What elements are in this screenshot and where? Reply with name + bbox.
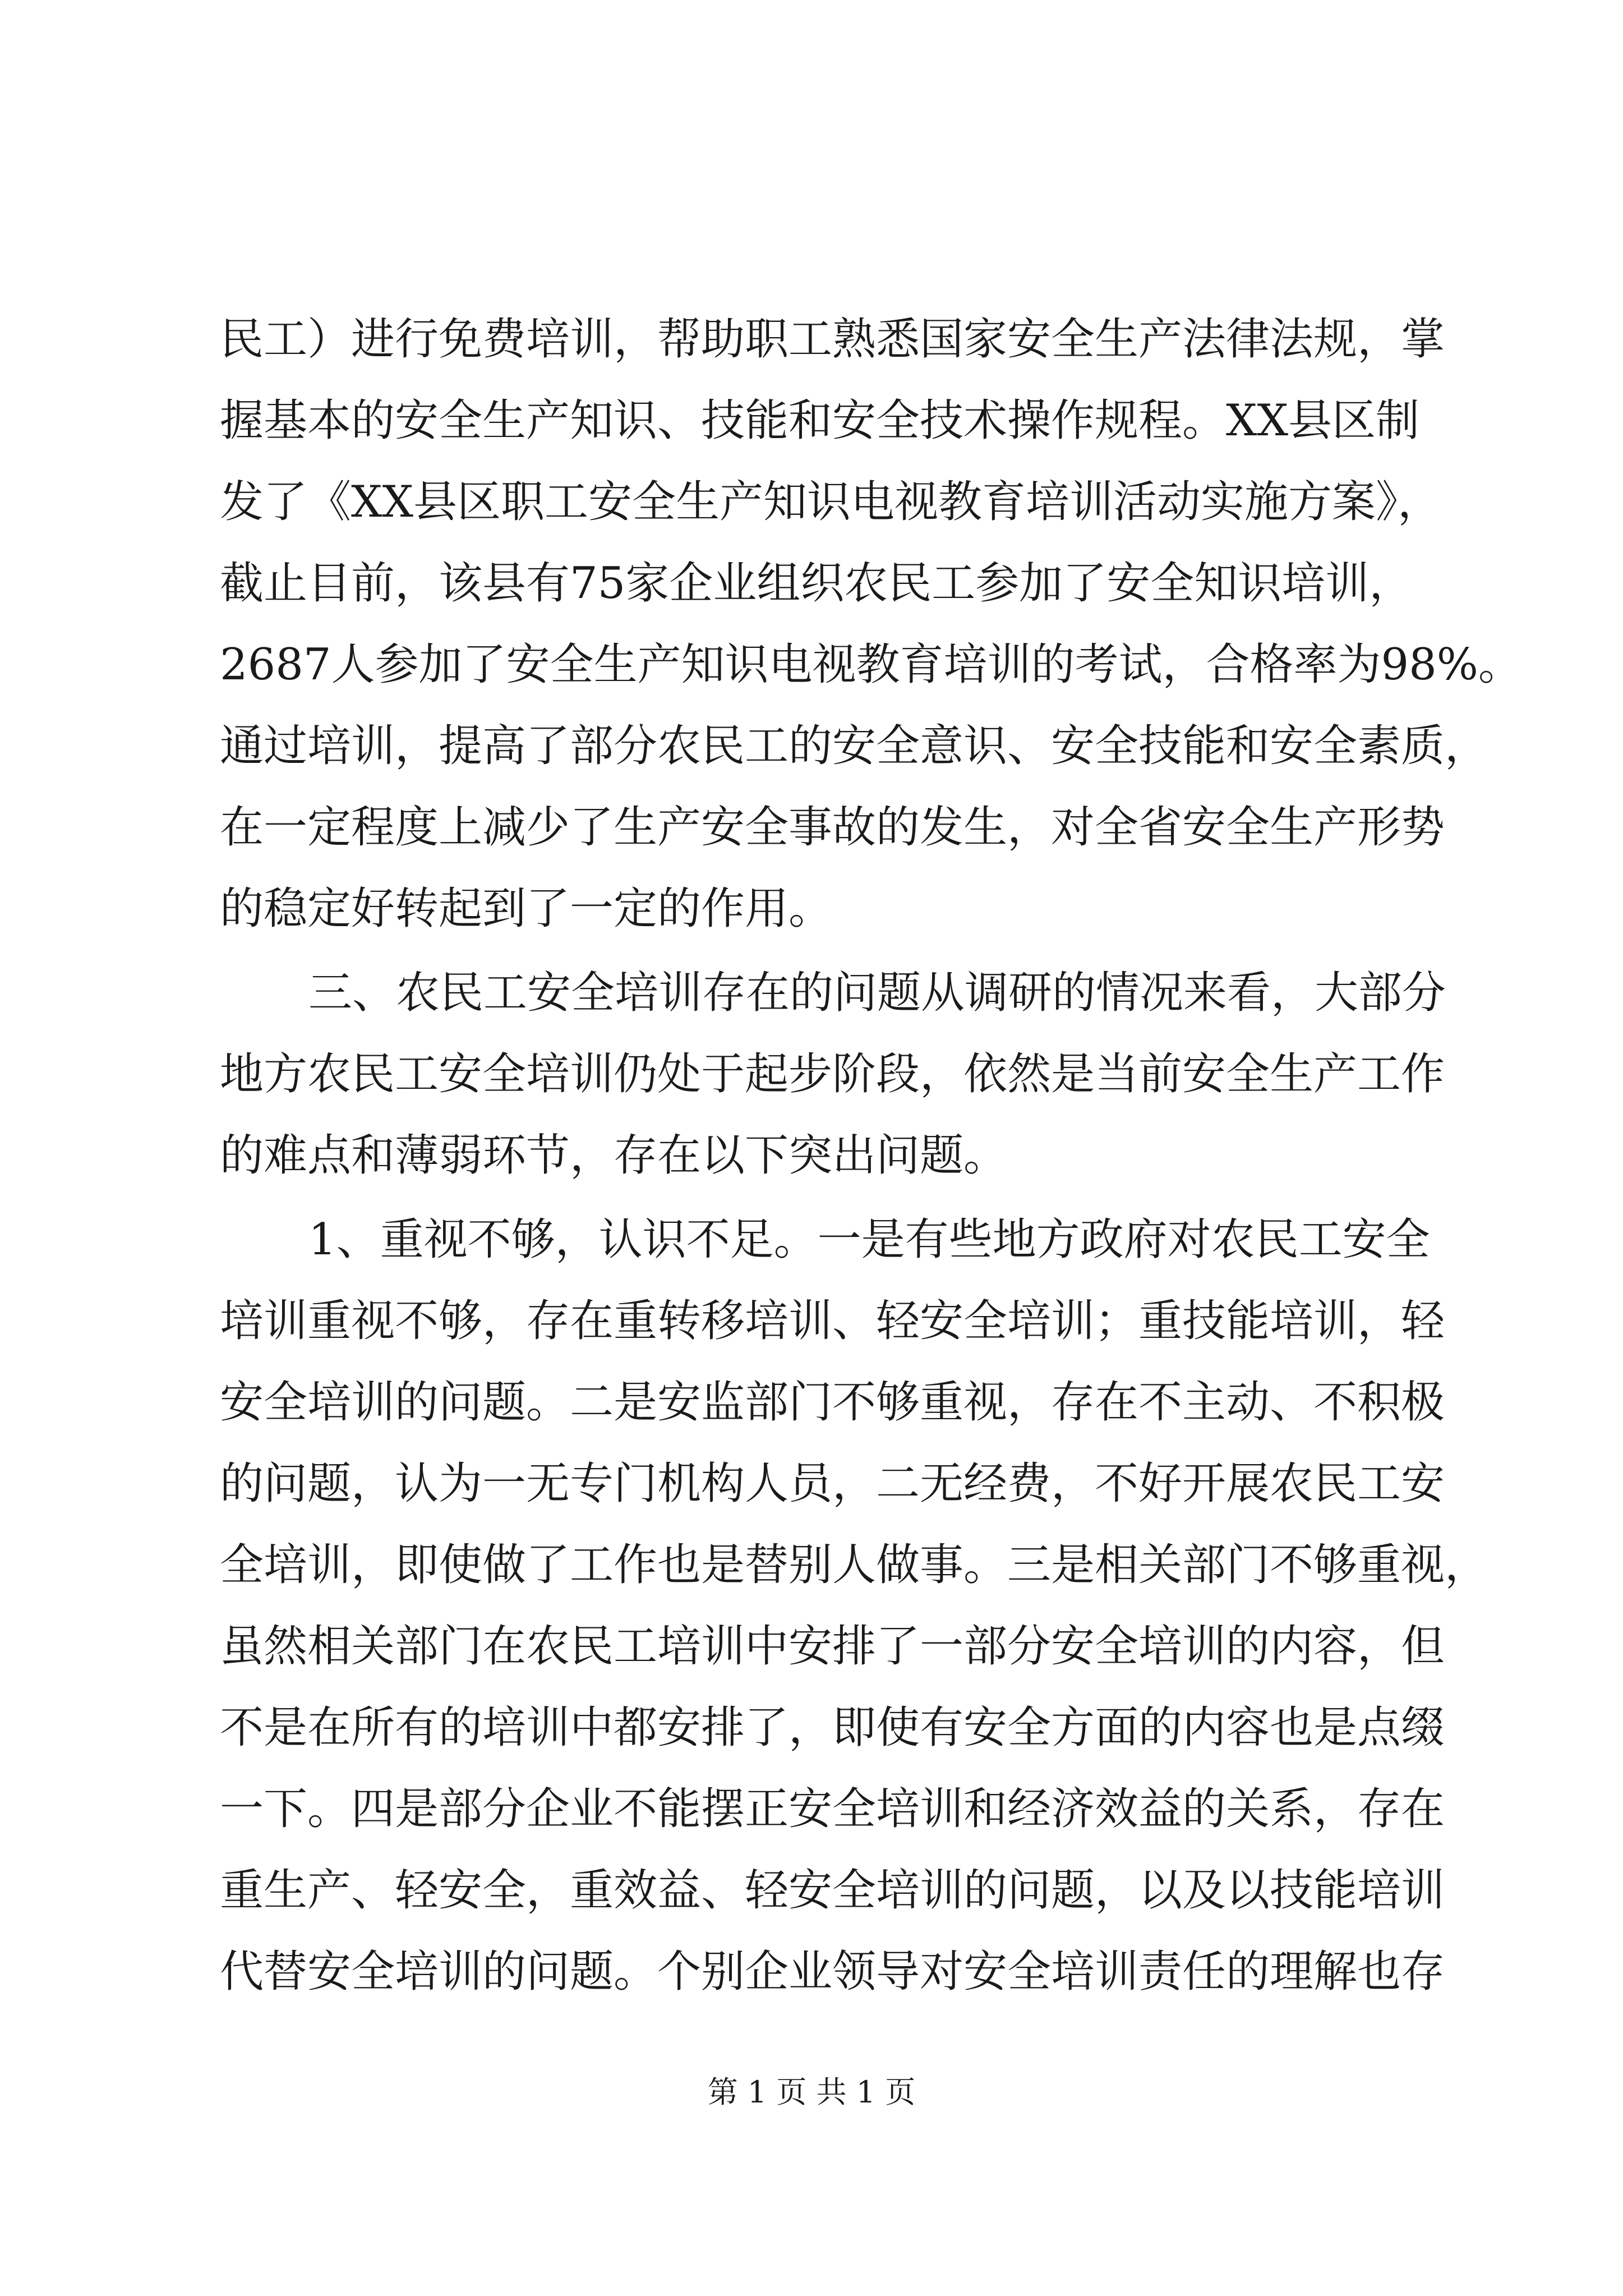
text-line: 截止目前，该县有75家企业组织农民工参加了安全知识培训， [220,558,1413,609]
text-line: 地方农民工安全培训仍处于起步阶段，依然是当前安全生产工作 [220,1049,1445,1099]
text-line: 2687人参加了安全生产知识电视教育培训的考试，合格率为98%。 [220,639,1522,690]
text-line: 握基本的安全生产知识、技能和安全技术操作规程。XX县区制 [220,395,1420,446]
text-line: 全培训，即使做了工作也是替别人做事。三是相关部门不够重视， [220,1540,1489,1590]
text-line: 的稳定好转起到了一定的作用。 [220,884,833,934]
text-line: 的难点和薄弱环节，存在以下突出问题。 [220,1130,1008,1181]
text-line: 通过培训，提高了部分农民工的安全意识、安全技能和安全素质， [220,721,1489,771]
text-line: 一下。四是部分企业不能摆正安全培训和经济效益的关系，存在 [220,1784,1445,1834]
text-line: 在一定程度上减少了生产安全事故的发生，对全省安全生产形势 [220,802,1445,853]
text-line: 虽然相关部门在农民工培训中安排了一部分安全培训的内容，但 [220,1621,1445,1672]
paragraph-heading-line: 三、农民工安全培训存在的问题从调研的情况来看，大部分 [308,968,1446,1018]
text-line: 的问题，认为一无专门机构人员，二无经费，不好开展农民工安 [220,1458,1445,1509]
text-line: 民工）进行免费培训，帮助职工熟悉国家安全生产法律法规，掌 [220,314,1445,365]
text-line: 发了《XX县区职工安全生产知识电视教育培训活动实施方案》， [220,477,1442,527]
text-line: 培训重视不够，存在重转移培训、轻安全培训；重技能培训，轻 [220,1296,1445,1346]
page-number-footer: 第 1 页 共 1 页 [707,2074,916,2110]
text-line: 代替安全培训的问题。个别企业领导对安全培训责任的理解也存 [220,1947,1445,1997]
text-line: 不是在所有的培训中都安排了，即使有安全方面的内容也是点缀 [220,1703,1445,1753]
paragraph-first-line: 1、重视不够，认识不足。一是有些地方政府对农民工安全 [308,1214,1430,1265]
text-line: 安全培训的问题。二是安监部门不够重视，存在不主动、不积极 [220,1377,1445,1428]
text-line: 重生产、轻安全，重效益、轻安全培训的问题，以及以技能培训 [220,1865,1445,1916]
